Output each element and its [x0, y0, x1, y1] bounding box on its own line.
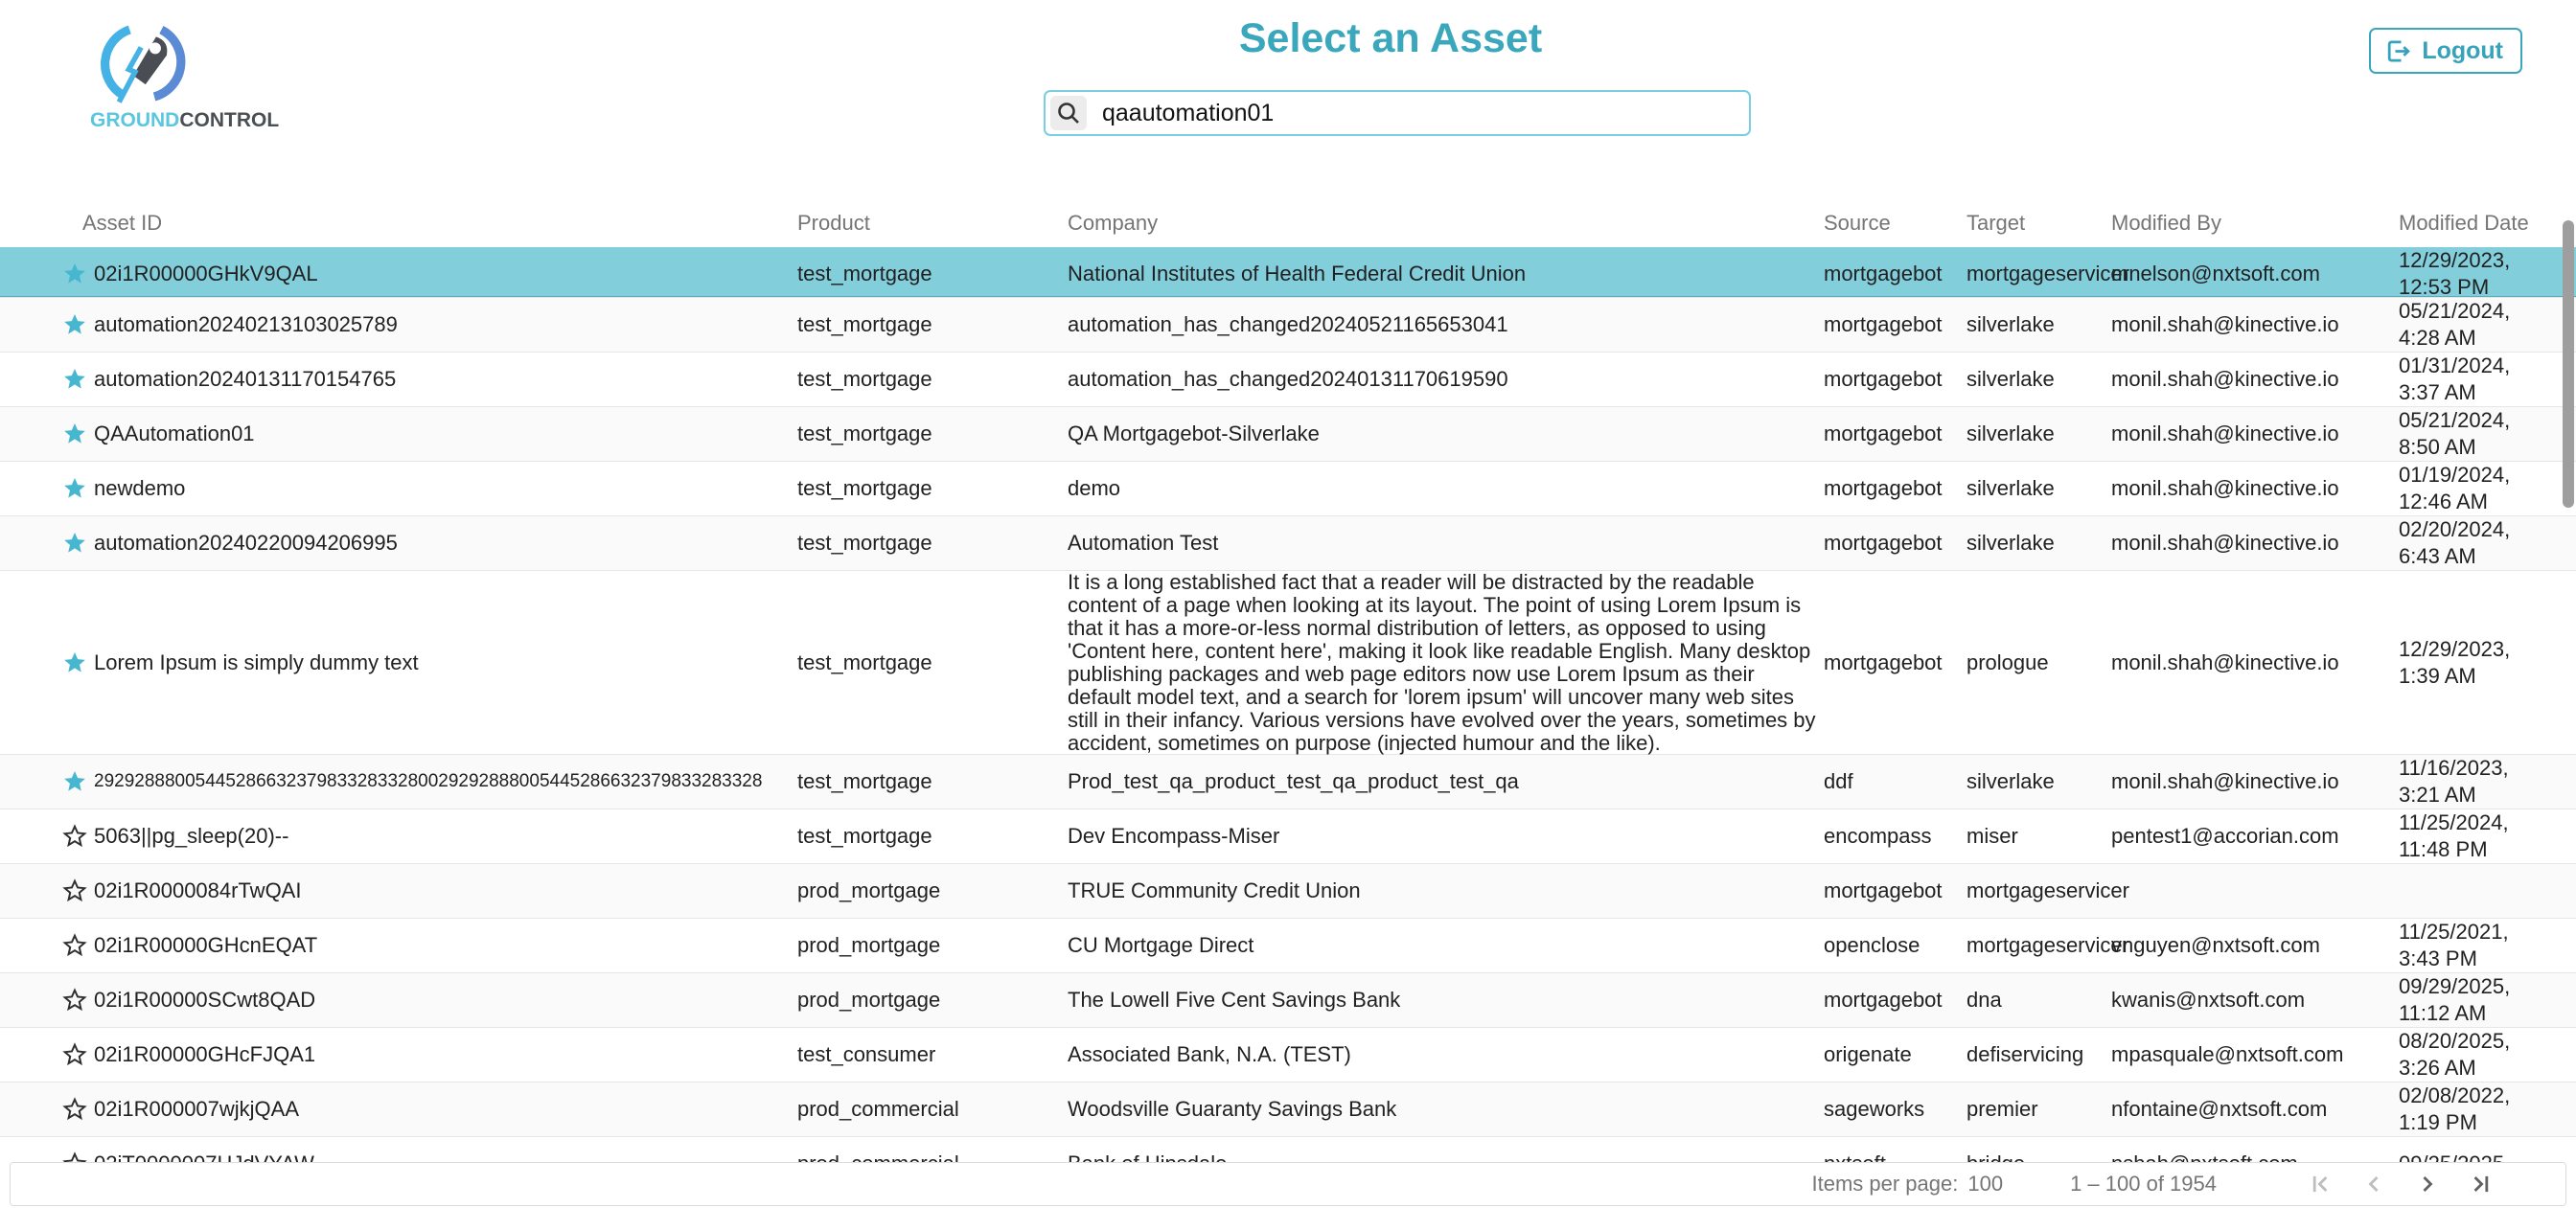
cell-source: origenate	[1824, 1042, 1912, 1066]
favorite-star-icon[interactable]	[61, 261, 88, 287]
cell-modified-by: monil.shah@kinective.io	[2111, 769, 2339, 793]
cell-modified-date: 11/25/2021, 3:43 PM	[2399, 920, 2509, 970]
table-row[interactable]	[0, 754, 2576, 809]
cell-asset-id: 02i1R00000GHkV9QAL	[94, 262, 318, 285]
cell-product: prod_mortgage	[797, 933, 941, 957]
logout-icon	[2384, 37, 2412, 65]
table-row[interactable]	[0, 863, 2576, 918]
cell-modified-date: 01/31/2024, 3:37 AM	[2399, 353, 2511, 404]
cell-company: automation_has_changed20240131170619590	[1068, 367, 1508, 391]
cell-modified-by: monil.shah@kinective.io	[2111, 476, 2339, 500]
search-input[interactable]	[1087, 100, 1749, 127]
asset-table	[0, 247, 2576, 1162]
cell-company: QA Mortgagebot-Silverlake	[1068, 422, 1320, 445]
next-page-button[interactable]	[2401, 1165, 2454, 1203]
cell-asset-id: 02i1R00000SCwt8QAD	[94, 988, 316, 1012]
column-header-source: Source	[1824, 211, 1891, 235]
cell-product: prod_commercial	[797, 1097, 959, 1121]
cell-product: prod_mortgage	[797, 988, 941, 1012]
table-row[interactable]	[0, 461, 2576, 515]
cell-target: mortgageservicer	[1966, 878, 2129, 902]
table-header	[0, 201, 2576, 245]
favorite-star-icon[interactable]	[61, 421, 88, 447]
favorite-star-icon[interactable]	[61, 768, 88, 795]
cell-company: Woodsville Guaranty Savings Bank	[1068, 1097, 1397, 1121]
favorite-star-icon[interactable]	[61, 932, 88, 959]
cell-source: mortgagebot	[1824, 312, 1943, 336]
cell-company: The Lowell Five Cent Savings Bank	[1068, 988, 1401, 1012]
items-per-page-label: Items per page:	[1811, 1172, 1959, 1196]
cell-source: openclose	[1824, 933, 1920, 957]
cell-asset-id: automation20240220094206995	[94, 531, 398, 555]
cell-modified-date: 11/16/2023, 3:21 AM	[2399, 756, 2509, 807]
search-icon[interactable]	[1050, 96, 1087, 130]
table-row[interactable]	[0, 352, 2576, 406]
column-header-modified-by: Modified By	[2111, 211, 2221, 235]
cell-source: mortgagebot	[1824, 878, 1943, 902]
cell-source: encompass	[1824, 824, 1932, 848]
cell-target: premier	[1966, 1097, 2038, 1121]
cell-modified-date: 05/21/2024, 4:28 AM	[2399, 299, 2511, 350]
cell-product: test_mortgage	[797, 824, 932, 848]
cell-modified-date: 02/08/2022, 1:19 PM	[2399, 1083, 2511, 1134]
cell-target: silverlake	[1966, 531, 2055, 555]
cell-modified-date: 01/19/2024, 12:46 AM	[2399, 463, 2511, 513]
cell-modified-date: 12/29/2023, 1:39 AM	[2399, 637, 2511, 688]
items-per-page-value[interactable]: 100	[1967, 1172, 2004, 1196]
favorite-star-icon[interactable]	[61, 366, 88, 393]
cell-product: test_mortgage	[797, 476, 932, 500]
favorite-star-icon[interactable]	[61, 530, 88, 557]
cell-product: test_mortgage	[797, 650, 932, 674]
cell-source: sageworks	[1824, 1097, 1925, 1121]
page-title: Select an Asset	[1238, 15, 1543, 61]
rocket-logo-icon	[94, 19, 194, 107]
cell-asset-id: 292928880054452866323798332833280029292888005445286632379833283328	[94, 771, 763, 791]
cell-modified-date: 08/20/2025, 3:26 AM	[2399, 1029, 2511, 1080]
cell-product: test_mortgage	[797, 262, 932, 285]
cell-target: silverlake	[1966, 476, 2055, 500]
cell-source: mortgagebot	[1824, 650, 1943, 674]
cell-asset-id: 02i1R000007wjkjQAA	[94, 1097, 300, 1121]
cell-target: silverlake	[1966, 312, 2055, 336]
cell-target: mortgageservicer	[1966, 933, 2129, 957]
favorite-star-icon[interactable]	[61, 878, 88, 904]
cell-target: mortgageservicer	[1966, 262, 2129, 285]
favorite-star-icon[interactable]	[61, 987, 88, 1014]
favorite-star-icon[interactable]	[61, 1041, 88, 1068]
cell-asset-id: 02i1R0000084rTwQAI	[94, 878, 302, 902]
cell-source: mortgagebot	[1824, 262, 1943, 285]
cell-company: Prod_test_qa_product_test_qa_product_test_qa	[1068, 769, 1519, 793]
column-header-target: Target	[1966, 211, 2026, 235]
cell-company: CU Mortgage Direct	[1068, 933, 1254, 957]
column-header-modified-date: Modified Date	[2399, 211, 2529, 235]
cell-asset-id: 5063||pg_sleep(20)--	[94, 824, 289, 848]
cell-target: silverlake	[1966, 422, 2055, 445]
cell-company: TRUE Community Credit Union	[1068, 878, 1361, 902]
cell-target: miser	[1966, 824, 2018, 848]
cell-company: Automation Test	[1068, 531, 1219, 555]
cell-modified-by: monil.shah@kinective.io	[2111, 422, 2339, 445]
cell-target: silverlake	[1966, 769, 2055, 793]
last-page-button[interactable]	[2454, 1165, 2508, 1203]
cell-target: silverlake	[1966, 367, 2055, 391]
cell-modified-by: mnelson@nxtsoft.com	[2111, 262, 2320, 285]
table-row[interactable]	[0, 918, 2576, 972]
cell-asset-id: newdemo	[94, 476, 186, 500]
cell-product: test_mortgage	[797, 531, 932, 555]
cell-source: mortgagebot	[1824, 988, 1943, 1012]
table-row[interactable]	[0, 247, 2576, 297]
cell-source: mortgagebot	[1824, 422, 1943, 445]
vertical-scrollbar[interactable]	[2563, 220, 2574, 508]
cell-asset-id: 02i1R00000GHcnEQAT	[94, 933, 318, 957]
table-row[interactable]	[0, 515, 2576, 570]
cell-modified-by: mpasquale@nxtsoft.com	[2111, 1042, 2344, 1066]
cell-asset-id: automation20240131170154765	[94, 367, 397, 391]
table-row[interactable]	[0, 1082, 2576, 1136]
favorite-star-icon[interactable]	[61, 1096, 88, 1123]
cell-modified-by: monil.shah@kinective.io	[2111, 312, 2339, 336]
column-header-company: Company	[1068, 211, 1159, 235]
favorite-star-icon[interactable]	[61, 650, 88, 676]
paginator-bar	[10, 1162, 2566, 1206]
cell-company: automation_has_changed20240521165653041	[1068, 312, 1508, 336]
cell-product: test_mortgage	[797, 422, 932, 445]
cell-modified-by: monil.shah@kinective.io	[2111, 367, 2339, 391]
cell-target: defiservicing	[1966, 1042, 2084, 1066]
cell-modified-by: monil.shah@kinective.io	[2111, 650, 2339, 674]
cell-source: mortgagebot	[1824, 531, 1943, 555]
cell-modified-date: 02/20/2024, 6:43 AM	[2399, 517, 2511, 568]
cell-product: test_consumer	[797, 1042, 936, 1066]
cell-company: Dev Encompass-Miser	[1068, 824, 1280, 848]
cell-modified-by: nfontaine@nxtsoft.com	[2111, 1097, 2328, 1121]
table-row[interactable]	[0, 809, 2576, 863]
cell-modified-by: vnguyen@nxtsoft.com	[2111, 933, 2320, 957]
cell-asset-id: Lorem Ipsum is simply dummy text	[94, 650, 419, 674]
first-page-button[interactable]	[2293, 1165, 2347, 1203]
cell-asset-id: automation20240213103025789	[94, 312, 398, 336]
column-header-product: Product	[797, 211, 870, 235]
cell-modified-by: kwanis@nxtsoft.com	[2111, 988, 2306, 1012]
table-row[interactable]	[0, 972, 2576, 1027]
cell-source: ddf	[1824, 769, 1853, 793]
table-row[interactable]	[0, 1027, 2576, 1082]
logo-wordmark: GROUNDCONTROL	[90, 109, 280, 131]
cell-company: It is a long established fact that a reader will be distracted by the readable content of a page when looking at its layout. The point of using Lorem Ipsum is that it has a more-or-less normal distribution of letters, as opposed to using 'Content here, content here', making it look like readable English. Many desktop publishing packages and web page editors now use Lorem Ipsum as their default model text, and a search for 'lorem ipsum' will uncover many web sites still in their infancy. Various versions have evolved over the years, sometimes by accident, sometimes on purpose (injected humour and the like).	[1068, 570, 1816, 755]
cell-asset-id: 02i1R00000GHcFJQA1	[94, 1042, 316, 1066]
column-header-asset-id: Asset ID	[82, 211, 163, 235]
favorite-star-icon[interactable]	[61, 475, 88, 502]
logout-button[interactable]	[2369, 28, 2522, 74]
logout-label: Logout	[2422, 36, 2503, 64]
cell-modified-date: 09/29/2025, 11:12 AM	[2399, 974, 2511, 1025]
cell-modified-date: 11/25/2024, 11:48 PM	[2399, 810, 2509, 861]
cell-asset-id: QAAutomation01	[94, 422, 255, 445]
cell-target: prologue	[1966, 650, 2049, 674]
cell-modified-date: 05/21/2024, 8:50 AM	[2399, 408, 2511, 459]
table-row[interactable]	[0, 297, 2576, 352]
favorite-star-icon[interactable]	[61, 823, 88, 850]
cell-product: test_mortgage	[797, 312, 932, 336]
cell-modified-date: 12/29/2023, 12:53 PM	[2399, 248, 2511, 299]
cell-source: mortgagebot	[1824, 367, 1943, 391]
cell-company: Associated Bank, N.A. (TEST)	[1068, 1042, 1351, 1066]
cell-modified-by: pentest1@accorian.com	[2111, 824, 2339, 848]
favorite-star-icon[interactable]	[61, 311, 88, 338]
cell-product: test_mortgage	[797, 367, 932, 391]
cell-company: demo	[1068, 476, 1121, 500]
table-row[interactable]	[0, 570, 2576, 754]
previous-page-button[interactable]	[2347, 1165, 2401, 1203]
cell-modified-by: monil.shah@kinective.io	[2111, 531, 2339, 555]
table-row[interactable]	[0, 406, 2576, 461]
page-range-label: 1 – 100 of 1954	[2070, 1172, 2217, 1196]
cell-target: dna	[1966, 988, 2002, 1012]
asset-search-box[interactable]	[1044, 90, 1751, 136]
cell-company: National Institutes of Health Federal Credit Union	[1068, 262, 1527, 285]
groundcontrol-logo	[90, 19, 280, 132]
cell-product: test_mortgage	[797, 769, 932, 793]
cell-product: prod_mortgage	[797, 878, 941, 902]
cell-source: mortgagebot	[1824, 476, 1943, 500]
